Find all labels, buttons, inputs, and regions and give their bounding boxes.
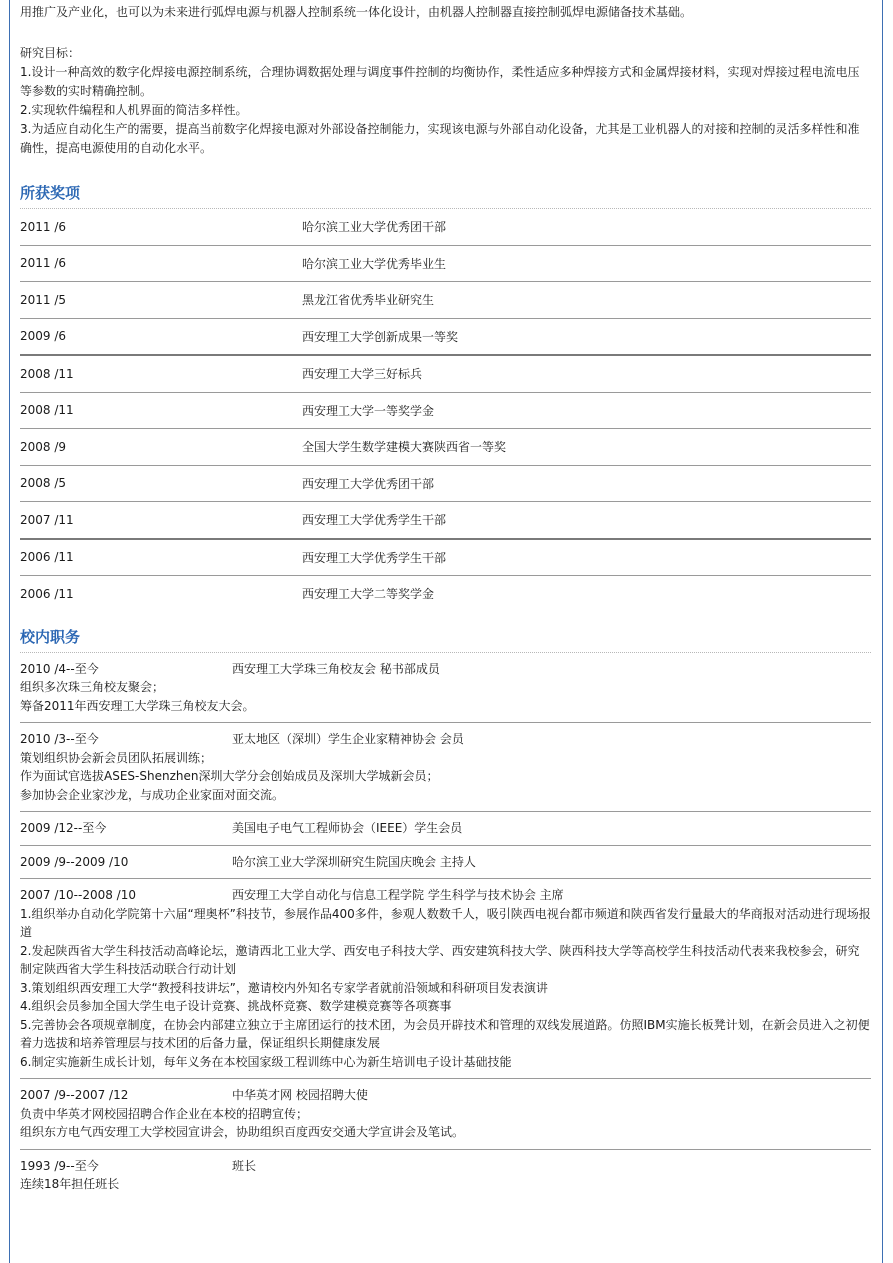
award-row — [20, 576, 871, 612]
position-date: 2010 /3--至今 — [20, 732, 99, 746]
position-detail: 5.完善协会各项规章制度，在协会内部建立独立于主席团运行的技术团，为会员开辟技术和管理的双线发展道路。仿照IBM实施长板凳计划，在新会员进入之初便着力选拔和培养管理层与技术团的后备力量，保证组织长期健康发展 — [20, 1017, 870, 1050]
award-row — [20, 246, 871, 283]
award-row — [20, 540, 871, 577]
award-name: 西安理工大学优秀学生干部 — [302, 550, 447, 565]
award-row — [20, 502, 871, 540]
research-item: 1.设计一种高效的数字化焊接电源控制系统，合理协调数据处理与调度事件控制的均衡协作，柔性适应多种焊接方式和金属焊接材料，实现对焊接过程电流电压等参数的实时精确控制。 — [20, 65, 860, 98]
award-date: 2008 /11 — [20, 403, 74, 418]
research-item: 3.为适应自动化生产的需要，提高当前数字化焊接电源对外部设备控制能力，实现该电源与外部自动化设备，尤其是工业机器人的对接和控制的灵活多样性和准确性，提高电源使用的自动化水平。 — [20, 122, 860, 155]
resume-panel — [9, 0, 883, 1263]
award-date: 2007 /11 — [20, 512, 74, 527]
positions-section-title: 校内职务 — [20, 626, 871, 653]
position-detail: 组织多次珠三角校友聚会； — [20, 680, 165, 694]
position-org: 西安理工大学自动化与信息工程学院 学生科学与技术协会 主席 — [232, 888, 564, 902]
research-item: 2.实现软件编程和人机界面的简洁多样性。 — [20, 103, 248, 117]
position-detail: 4.组织会员参加全国大学生电子设计竞赛、挑战杯竞赛、数学建模竞赛等各项赛事 — [20, 999, 452, 1013]
position-org: 亚太地区（深圳）学生企业家精神协会 会员 — [232, 732, 464, 746]
award-name: 哈尔滨工业大学优秀毕业生 — [302, 256, 447, 271]
award-date: 2006 /11 — [20, 550, 74, 565]
award-name: 黑龙江省优秀毕业研究生 — [302, 293, 435, 308]
position-detail: 作为面试官选拔ASES-Shenzhen深圳大学分会创始成员及深圳大学城新会员； — [20, 769, 439, 783]
position-detail: 3.策划组织西安理工大学“教授科技讲坛”，邀请校内外知名专家学者就前沿领域和科研项目发表演讲 — [20, 980, 548, 995]
position-detail: 筹备2011年西安理工大学珠三角校友大会。 — [20, 698, 255, 713]
award-row — [20, 319, 871, 357]
position-detail: 策划组织协会新会员团队拓展训练； — [20, 750, 213, 765]
position-date: 2010 /4--至今 — [20, 661, 99, 676]
award-name: 西安理工大学三好标兵 — [302, 367, 423, 382]
position-entry — [20, 653, 871, 724]
award-row — [20, 466, 871, 503]
position-org: 西安理工大学珠三角校友会 秘书部成员 — [232, 661, 440, 676]
award-name: 西安理工大学一等奖学金 — [302, 403, 435, 418]
award-name: 全国大学生数学建模大赛陕西省一等奖 — [302, 440, 507, 455]
position-org: 班长 — [232, 1158, 257, 1173]
award-row — [20, 429, 871, 466]
award-name: 西安理工大学二等奖学金 — [302, 587, 435, 602]
award-date: 2008 /5 — [20, 476, 67, 491]
award-date: 2011 /6 — [20, 256, 67, 271]
award-name: 西安理工大学优秀团干部 — [302, 476, 435, 491]
position-entry — [20, 723, 871, 812]
research-goals — [20, 44, 871, 158]
position-detail: 组织东方电气西安理工大学校园宣讲会，协助组织百度西安交通大学宣讲会及笔试。 — [20, 1125, 465, 1139]
position-entry — [20, 1150, 871, 1201]
awards-section-title: 所获奖项 — [20, 182, 871, 209]
position-detail: 连续18年担任班长 — [20, 1177, 120, 1191]
position-org: 中华英才网 校园招聘大使 — [232, 1088, 368, 1102]
position-entry — [20, 846, 871, 880]
positions-list — [20, 653, 871, 1201]
award-row — [20, 282, 871, 319]
position-entry — [20, 1079, 871, 1150]
award-date: 2006 /11 — [20, 586, 74, 601]
award-name: 哈尔滨工业大学优秀团干部 — [302, 220, 447, 235]
award-date: 2011 /6 — [20, 219, 67, 234]
position-detail: 负责中华英才网校园招聘合作企业在本校的招聘宣传； — [20, 1106, 309, 1121]
intro-paragraph: 用推广及产业化，也可以为未来进行弧焊电源与机器人控制系统一体化设计，由机器人控制器直接控制弧焊电源储备技术基础。 — [20, 5, 693, 19]
award-row — [20, 209, 871, 246]
position-org: 美国电子电气工程师协会（IEEE）学生会员 — [232, 821, 463, 835]
position-date: 2009 /9--2009 /10 — [20, 854, 129, 869]
position-org: 哈尔滨工业大学深圳研究生院国庆晚会 主持人 — [232, 854, 476, 869]
award-row — [20, 356, 871, 393]
position-date: 1993 /9--至今 — [20, 1158, 99, 1173]
position-entry — [20, 879, 871, 1079]
award-date: 2008 /9 — [20, 439, 67, 454]
position-date: 2009 /12--至今 — [20, 821, 107, 835]
position-date: 2007 /10--2008 /10 — [20, 888, 136, 902]
position-entry — [20, 812, 871, 846]
position-detail: 参加协会企业家沙龙，与成功企业家面对面交流。 — [20, 787, 285, 802]
award-name: 西安理工大学创新成果一等奖 — [302, 329, 459, 344]
award-row — [20, 393, 871, 430]
position-date: 2007 /9--2007 /12 — [20, 1088, 129, 1102]
award-date: 2009 /6 — [20, 329, 67, 344]
position-detail: 6.制定实施新生成长计划，每年义务在本校国家级工程训练中心为新生培训电子设计基础技能 — [20, 1054, 512, 1069]
awards-list — [20, 209, 871, 612]
award-date: 2011 /5 — [20, 292, 67, 307]
position-detail: 2.发起陕西省大学生科技活动高峰论坛，邀请西北工业大学、西安电子科技大学、西安建筑科技大学、陕西科技大学等高校学生科技活动代表来我校参会，研究制定陕西省大学生科技活动联合行动计划 — [20, 943, 860, 976]
award-name: 西安理工大学优秀学生干部 — [302, 513, 447, 528]
research-heading: 研究目标： — [20, 46, 81, 60]
position-detail: 1.组织举办自动化学院第十六届“理奥杯”科技节，参展作品400多件，参观人数数千人，吸引陕西电视台都市频道和陕西省发行量最大的华商报对活动进行现场报道 — [20, 906, 871, 939]
award-date: 2008 /11 — [20, 366, 74, 381]
